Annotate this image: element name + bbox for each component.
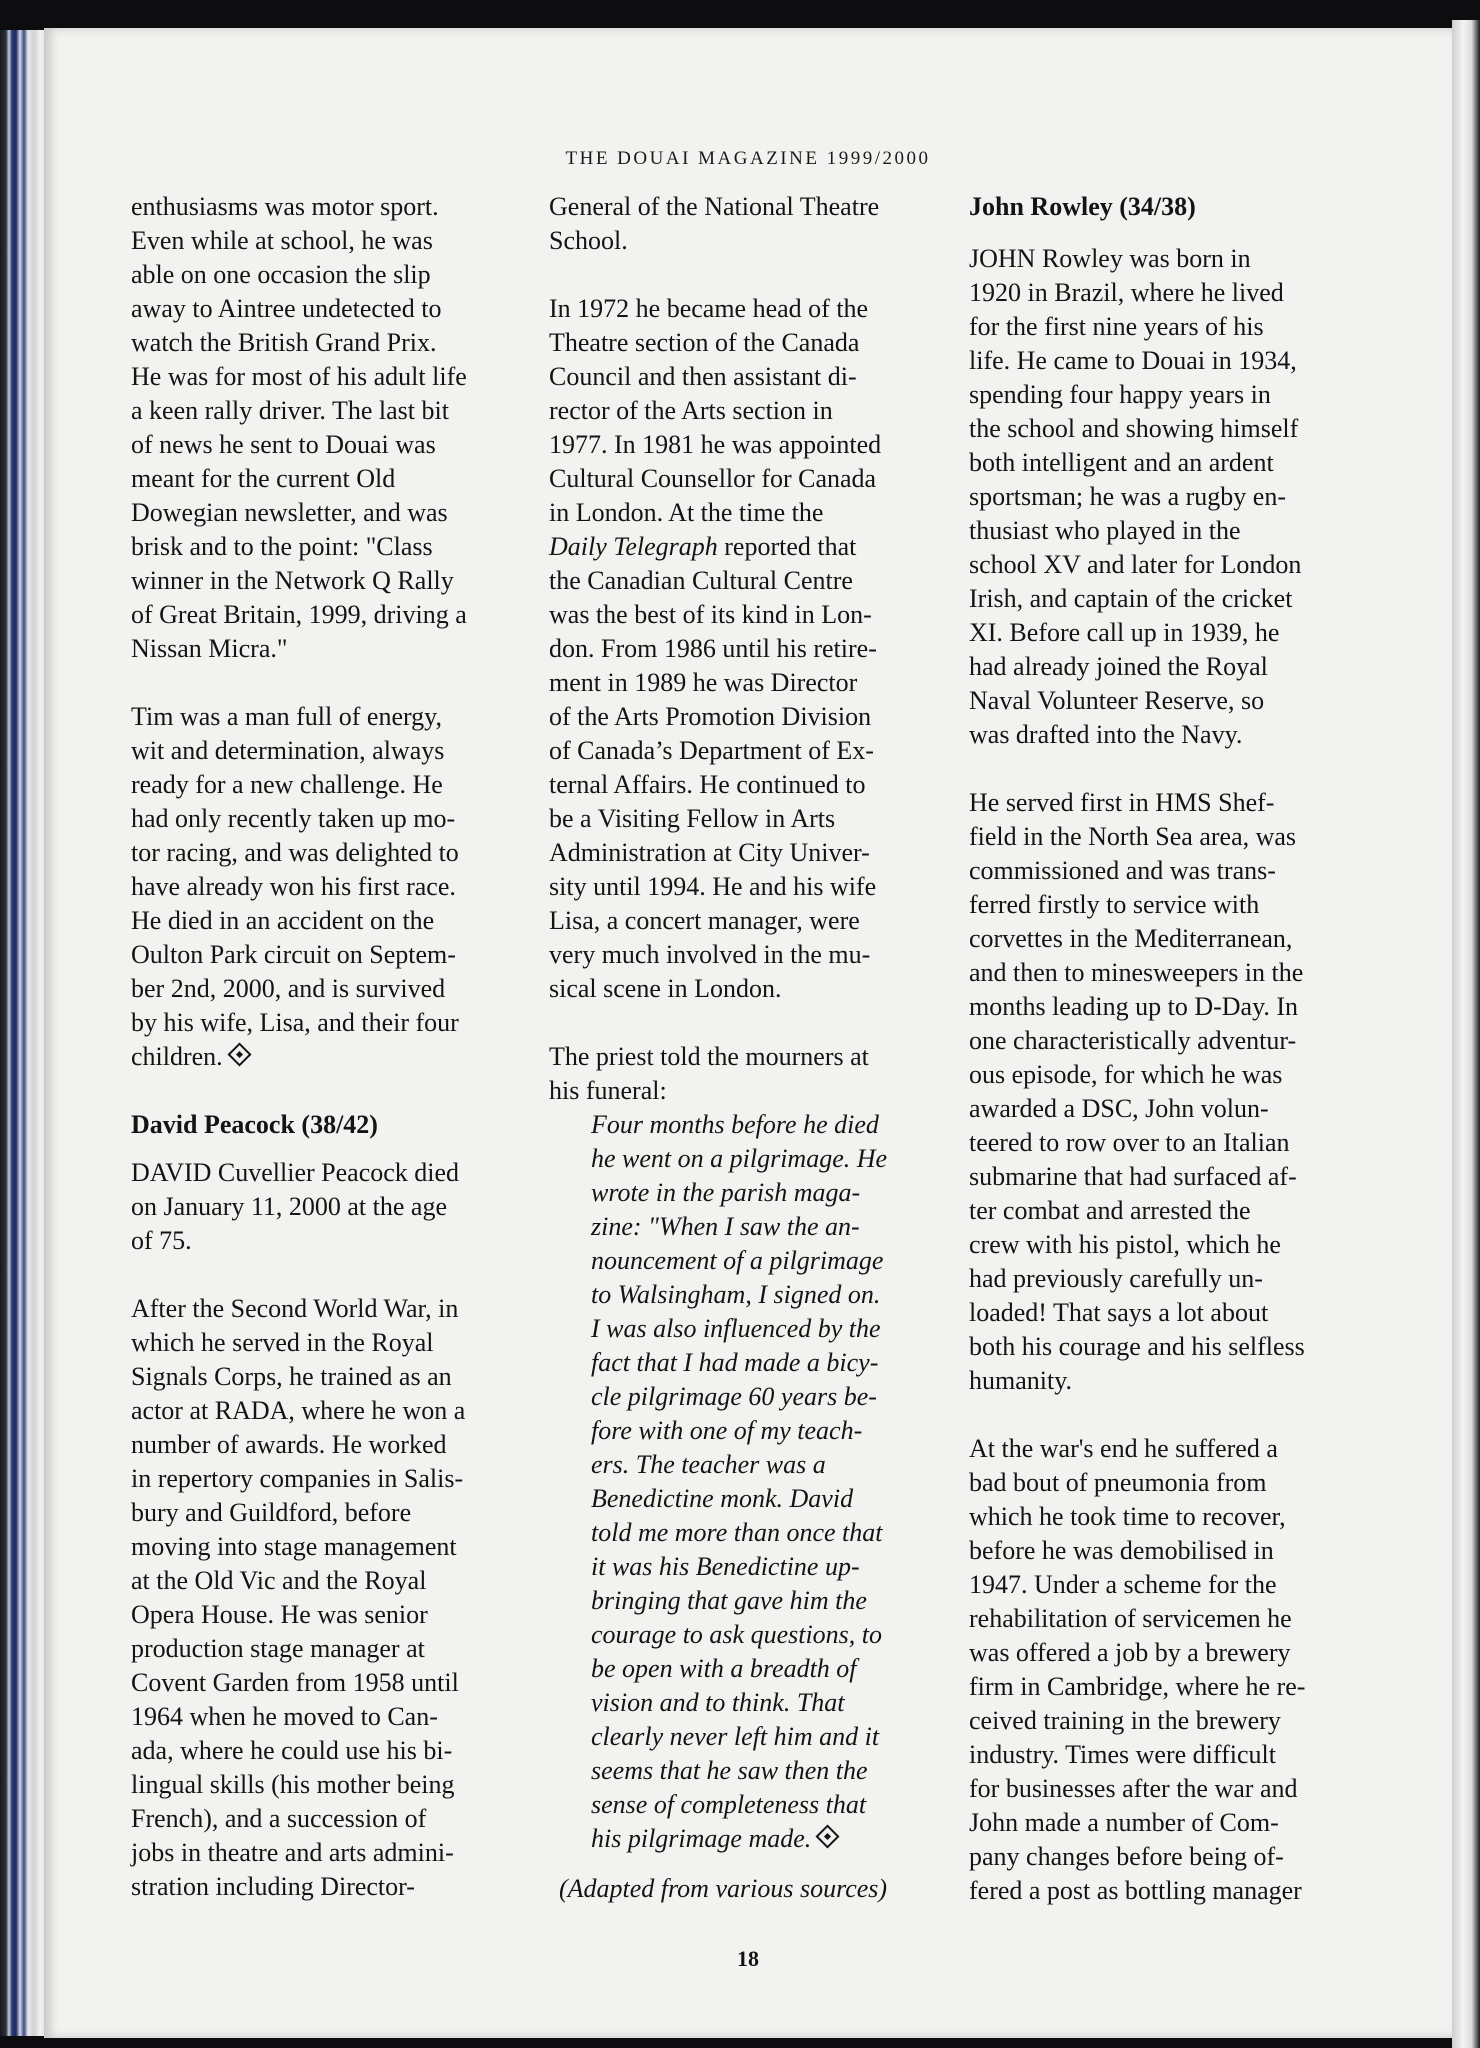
text-line: humanity. xyxy=(969,1366,1073,1395)
end-mark-icon xyxy=(816,1824,840,1848)
text-line: number of awards. He worked xyxy=(131,1430,447,1459)
paragraph-priest xyxy=(549,1040,969,1108)
text-line: for the first nine years of his xyxy=(969,312,1264,341)
text-line: away to Aintree undetected to xyxy=(131,294,442,323)
text-line: ter combat and arrested the xyxy=(969,1196,1251,1225)
text-line: He served first in HMS Shef- xyxy=(969,788,1275,817)
text-line: had only recently taken up mo- xyxy=(131,804,456,833)
text-line: one characteristically adventur- xyxy=(969,1026,1297,1055)
text-line: loaded! That says a lot about xyxy=(969,1298,1269,1327)
text-line: his funeral: xyxy=(549,1076,667,1105)
text-line: by his wife, Lisa, and their four xyxy=(131,1008,459,1037)
text-line: lingual skills (his mother being xyxy=(131,1770,455,1799)
text-line: firm in Cambridge, where he re- xyxy=(969,1672,1306,1701)
magazine-page xyxy=(44,28,1452,2038)
newspaper-title: Daily Telegraph xyxy=(549,532,718,561)
page-number: 18 xyxy=(737,1946,759,1971)
paragraph-david-career xyxy=(131,1292,551,1904)
text-line: have already won his first race. xyxy=(131,872,456,901)
text-line: was drafted into the Navy. xyxy=(969,720,1243,749)
funeral-quote xyxy=(549,1108,969,1856)
text-line: bad bout of pneumonia from xyxy=(969,1468,1267,1497)
text-line: Tim was a man full of energy, xyxy=(131,702,442,731)
text-line: ada, where he could use his bi- xyxy=(131,1736,453,1765)
text-line: Lisa, a concert manager, were xyxy=(549,906,860,935)
text-line: The priest told the mourners at xyxy=(549,1042,869,1071)
text-line: be a Visiting Fellow in Arts xyxy=(549,804,836,833)
facing-page-edge xyxy=(1452,20,1480,2048)
text-line: children. xyxy=(131,1042,223,1071)
column-right xyxy=(969,190,1389,1908)
paragraph-national-theatre xyxy=(549,190,969,258)
text-line: fact that I had made a bicy- xyxy=(591,1348,879,1377)
text-line: Oulton Park circuit on Septem- xyxy=(131,940,456,969)
text-line: Dowegian newsletter, and was xyxy=(131,498,448,527)
text-line: the school and showing himself xyxy=(969,414,1299,443)
text-line: 1920 in Brazil, where he lived xyxy=(969,278,1284,307)
text-line: wit and determination, always xyxy=(131,736,445,765)
text-line: thusiast who played in the xyxy=(969,516,1241,545)
text-line: nouncement of a pilgrimage xyxy=(591,1246,884,1275)
text-line: be open with a breadth of xyxy=(591,1654,857,1683)
text-line: Council and then assistant di- xyxy=(549,362,857,391)
running-head: THE DOUAI MAGAZINE 1999/2000 xyxy=(565,148,931,169)
text-line: months leading up to D-Day. In xyxy=(969,992,1299,1021)
text-line: crew with his pistol, which he xyxy=(969,1230,1281,1259)
text-line: Signals Corps, he trained as an xyxy=(131,1362,452,1391)
text-line: life. He came to Douai in 1934, xyxy=(969,346,1297,375)
text-line: XI. Before call up in 1939, he xyxy=(969,618,1280,647)
text-line: rehabilitation of servicemen he xyxy=(969,1604,1292,1633)
text-line: industry. Times were difficult xyxy=(969,1740,1276,1769)
text-line: courage to ask questions, to xyxy=(591,1620,883,1649)
text-line: After the Second World War, in xyxy=(131,1294,459,1323)
text-line: had previously carefully un- xyxy=(969,1264,1263,1293)
text-line: Naval Volunteer Reserve, so xyxy=(969,686,1265,715)
paragraph-david-intro xyxy=(131,1156,551,1258)
text-line: Administration at City Univer- xyxy=(549,838,870,867)
text-line: Theatre section of the Canada xyxy=(549,328,860,357)
text-line: school XV and later for London xyxy=(969,550,1302,579)
text-line: At the war's end he suffered a xyxy=(969,1434,1278,1463)
text-line: told me more than once that xyxy=(591,1518,883,1547)
text-line: pany changes before being of- xyxy=(969,1842,1284,1871)
text-line: moving into stage management xyxy=(131,1532,457,1561)
text-line: clearly never left him and it xyxy=(591,1722,880,1751)
text-line: DAVID Cuvellier Peacock died xyxy=(131,1158,460,1187)
heading-john-rowley: John Rowley (34/38) xyxy=(969,192,1196,221)
text-line: meant for the current Old xyxy=(131,464,396,493)
text-line: zine: "When I saw the an- xyxy=(591,1212,860,1241)
text-line: he went on a pilgrimage. He xyxy=(591,1144,888,1173)
text-line: Even while at school, he was xyxy=(131,226,433,255)
text-line: winner in the Network Q Rally xyxy=(131,566,454,595)
text-line: 1947. Under a scheme for the xyxy=(969,1570,1277,1599)
text-line: at the Old Vic and the Royal xyxy=(131,1566,427,1595)
text-line: stration including Director- xyxy=(131,1872,415,1901)
text-line: French), and a succession of xyxy=(131,1804,427,1833)
text-line: Covent Garden from 1958 until xyxy=(131,1668,459,1697)
text-line: a keen rally driver. The last bit xyxy=(131,396,449,425)
text-line: both intelligent and an ardent xyxy=(969,448,1274,477)
text-line: ceived training in the brewery xyxy=(969,1706,1281,1735)
text-line: rector of the Arts section in xyxy=(549,396,833,425)
text-line: fore with one of my teach- xyxy=(591,1416,863,1445)
text-line: field in the North Sea area, was xyxy=(969,822,1297,851)
text-line: submarine that had surfaced af- xyxy=(969,1162,1297,1191)
text-line: sportsman; he was a rugby en- xyxy=(969,482,1286,511)
source-note: (Adapted from various sources) xyxy=(559,1874,888,1903)
text-line: which he served in the Royal xyxy=(131,1328,434,1357)
text-line: commissioned and was trans- xyxy=(969,856,1276,885)
text-line: School. xyxy=(549,226,628,255)
text-line: production stage manager at xyxy=(131,1634,425,1663)
paragraph-john-after-war xyxy=(969,1432,1389,1908)
heading-david-peacock: David Peacock (38/42) xyxy=(131,1110,378,1139)
text-line: corvettes in the Mediterranean, xyxy=(969,924,1293,953)
text-line: Benedictine monk. David xyxy=(591,1484,854,1513)
text-line: actor at RADA, where he won a xyxy=(131,1396,466,1425)
text-line: ous episode, for which he was xyxy=(969,1060,1283,1089)
text-line: enthusiasms was motor sport. xyxy=(131,192,439,221)
text-line: of the Arts Promotion Division xyxy=(549,702,872,731)
text-line: spending four happy years in xyxy=(969,380,1271,409)
text-line: Nissan Micra." xyxy=(131,634,288,663)
text-line: had already joined the Royal xyxy=(969,652,1268,681)
text-line: watch the British Grand Prix. xyxy=(131,328,437,357)
text-line: to Walsingham, I signed on. xyxy=(591,1280,881,1309)
text-line: wrote in the parish maga- xyxy=(591,1178,861,1207)
text-line: 1964 when he moved to Can- xyxy=(131,1702,438,1731)
paragraph-tim-energy xyxy=(131,700,551,1074)
text-line: in London. At the time the xyxy=(549,498,824,527)
text-line: 1977. In 1981 he was appointed xyxy=(549,430,882,459)
text-line: the Canadian Cultural Centre xyxy=(549,566,853,595)
text-line: which he took time to recover, xyxy=(969,1502,1286,1531)
text-line: don. From 1986 until his retire- xyxy=(549,634,877,663)
text-line: Four months before he died xyxy=(591,1110,879,1139)
text-line: of news he sent to Douai was xyxy=(131,430,436,459)
text-line: ment in 1989 he was Director xyxy=(549,668,858,697)
text-line: for businesses after the war and xyxy=(969,1774,1298,1803)
text-line: Cultural Counsellor for Canada xyxy=(549,464,877,493)
text-line: jobs in theatre and arts admini- xyxy=(131,1838,454,1867)
text-line: of Canada’s Department of Ex- xyxy=(549,736,874,765)
text-line: ber 2nd, 2000, and is survived xyxy=(131,974,446,1003)
text-line: both his courage and his selfless xyxy=(969,1332,1305,1361)
text-line: of Great Britain, 1999, driving a xyxy=(131,600,467,629)
text-line: Opera House. He was senior xyxy=(131,1600,428,1629)
column-left xyxy=(131,190,551,1904)
text-line: tor racing, and was delighted to xyxy=(131,838,459,867)
text-line: and then to minesweepers in the xyxy=(969,958,1304,987)
text-line: brisk and to the point: "Class xyxy=(131,532,433,561)
end-mark-icon xyxy=(227,1042,251,1066)
text-line: He died in an accident on the xyxy=(131,906,435,935)
text-line: able on one occasion the slip xyxy=(131,260,431,289)
text-line: on January 11, 2000 at the age xyxy=(131,1192,447,1221)
paragraph-john-early-life xyxy=(969,242,1389,752)
text-line: in repertory companies in Salis- xyxy=(131,1464,464,1493)
text-line: sity until 1994. He and his wife xyxy=(549,872,877,901)
text-line: John made a number of Com- xyxy=(969,1808,1279,1837)
text-line: I was also influenced by the xyxy=(591,1314,881,1343)
text-line: cle pilgrimage 60 years be- xyxy=(591,1382,877,1411)
text-line: teered to row over to an Italian xyxy=(969,1128,1290,1157)
paragraph-john-navy xyxy=(969,786,1389,1398)
column-middle xyxy=(549,190,969,1906)
text-line: ternal Affairs. He continued to xyxy=(549,770,866,799)
text-line: vision and to think. That xyxy=(591,1688,845,1717)
text-line: sense of completeness that xyxy=(591,1790,867,1819)
paragraph-canada-council: In 1972 he became head of the Theatre section of the Canada Council and then assistant di- rector of the Arts section in 1977. In 1981 he was appointed Cultural Counsellor for Canada in London. At the time the Daily Telegraph reported that the Canadian Cultural Centre was the best of its kind in Lon- don. From 1986 until his retire- ment in 1989 he was Director of the Arts Promotion Division of Canada’s Department of Ex- ternal Affairs. He continued to be a Visiting Fellow in Arts Administration at City Univer- sity until 1994. He and his wife Lisa, a concert manager, were very much involved in the mu- sical scene in London. xyxy=(549,294,882,1003)
book-spine-edge xyxy=(0,30,46,2036)
text-line: it was his Benedictine up- xyxy=(591,1552,860,1581)
text-line: ers. The teacher was a xyxy=(591,1450,826,1479)
text-line: In 1972 he became head of the xyxy=(549,294,869,323)
text-line: awarded a DSC, John volun- xyxy=(969,1094,1269,1123)
text-line: ready for a new challenge. He xyxy=(131,770,443,799)
text-line: fered a post as bottling manager xyxy=(969,1876,1302,1905)
text-line: was the best of its kind in Lon- xyxy=(549,600,872,629)
text-line: General of the National Theatre xyxy=(549,192,880,221)
text-line: ferred firstly to service with xyxy=(969,890,1260,919)
text-line: bringing that gave him the xyxy=(591,1586,867,1615)
text-line: very much involved in the mu- xyxy=(549,940,871,969)
text-line: JOHN Rowley was born in xyxy=(969,244,1251,273)
text-line: seems that he saw then the xyxy=(591,1756,868,1785)
text-line: his pilgrimage made. xyxy=(591,1824,812,1853)
paragraph-motor-sport xyxy=(131,190,551,666)
text-line: He was for most of his adult life xyxy=(131,362,467,391)
text-line: sical scene in London. xyxy=(549,974,782,1003)
text-line: Irish, and captain of the cricket xyxy=(969,584,1293,613)
text-line: before he was demobilised in xyxy=(969,1536,1274,1565)
text-line: was offered a job by a brewery xyxy=(969,1638,1291,1667)
text-line: bury and Guildford, before xyxy=(131,1498,412,1527)
text-line: of 75. xyxy=(131,1226,192,1255)
